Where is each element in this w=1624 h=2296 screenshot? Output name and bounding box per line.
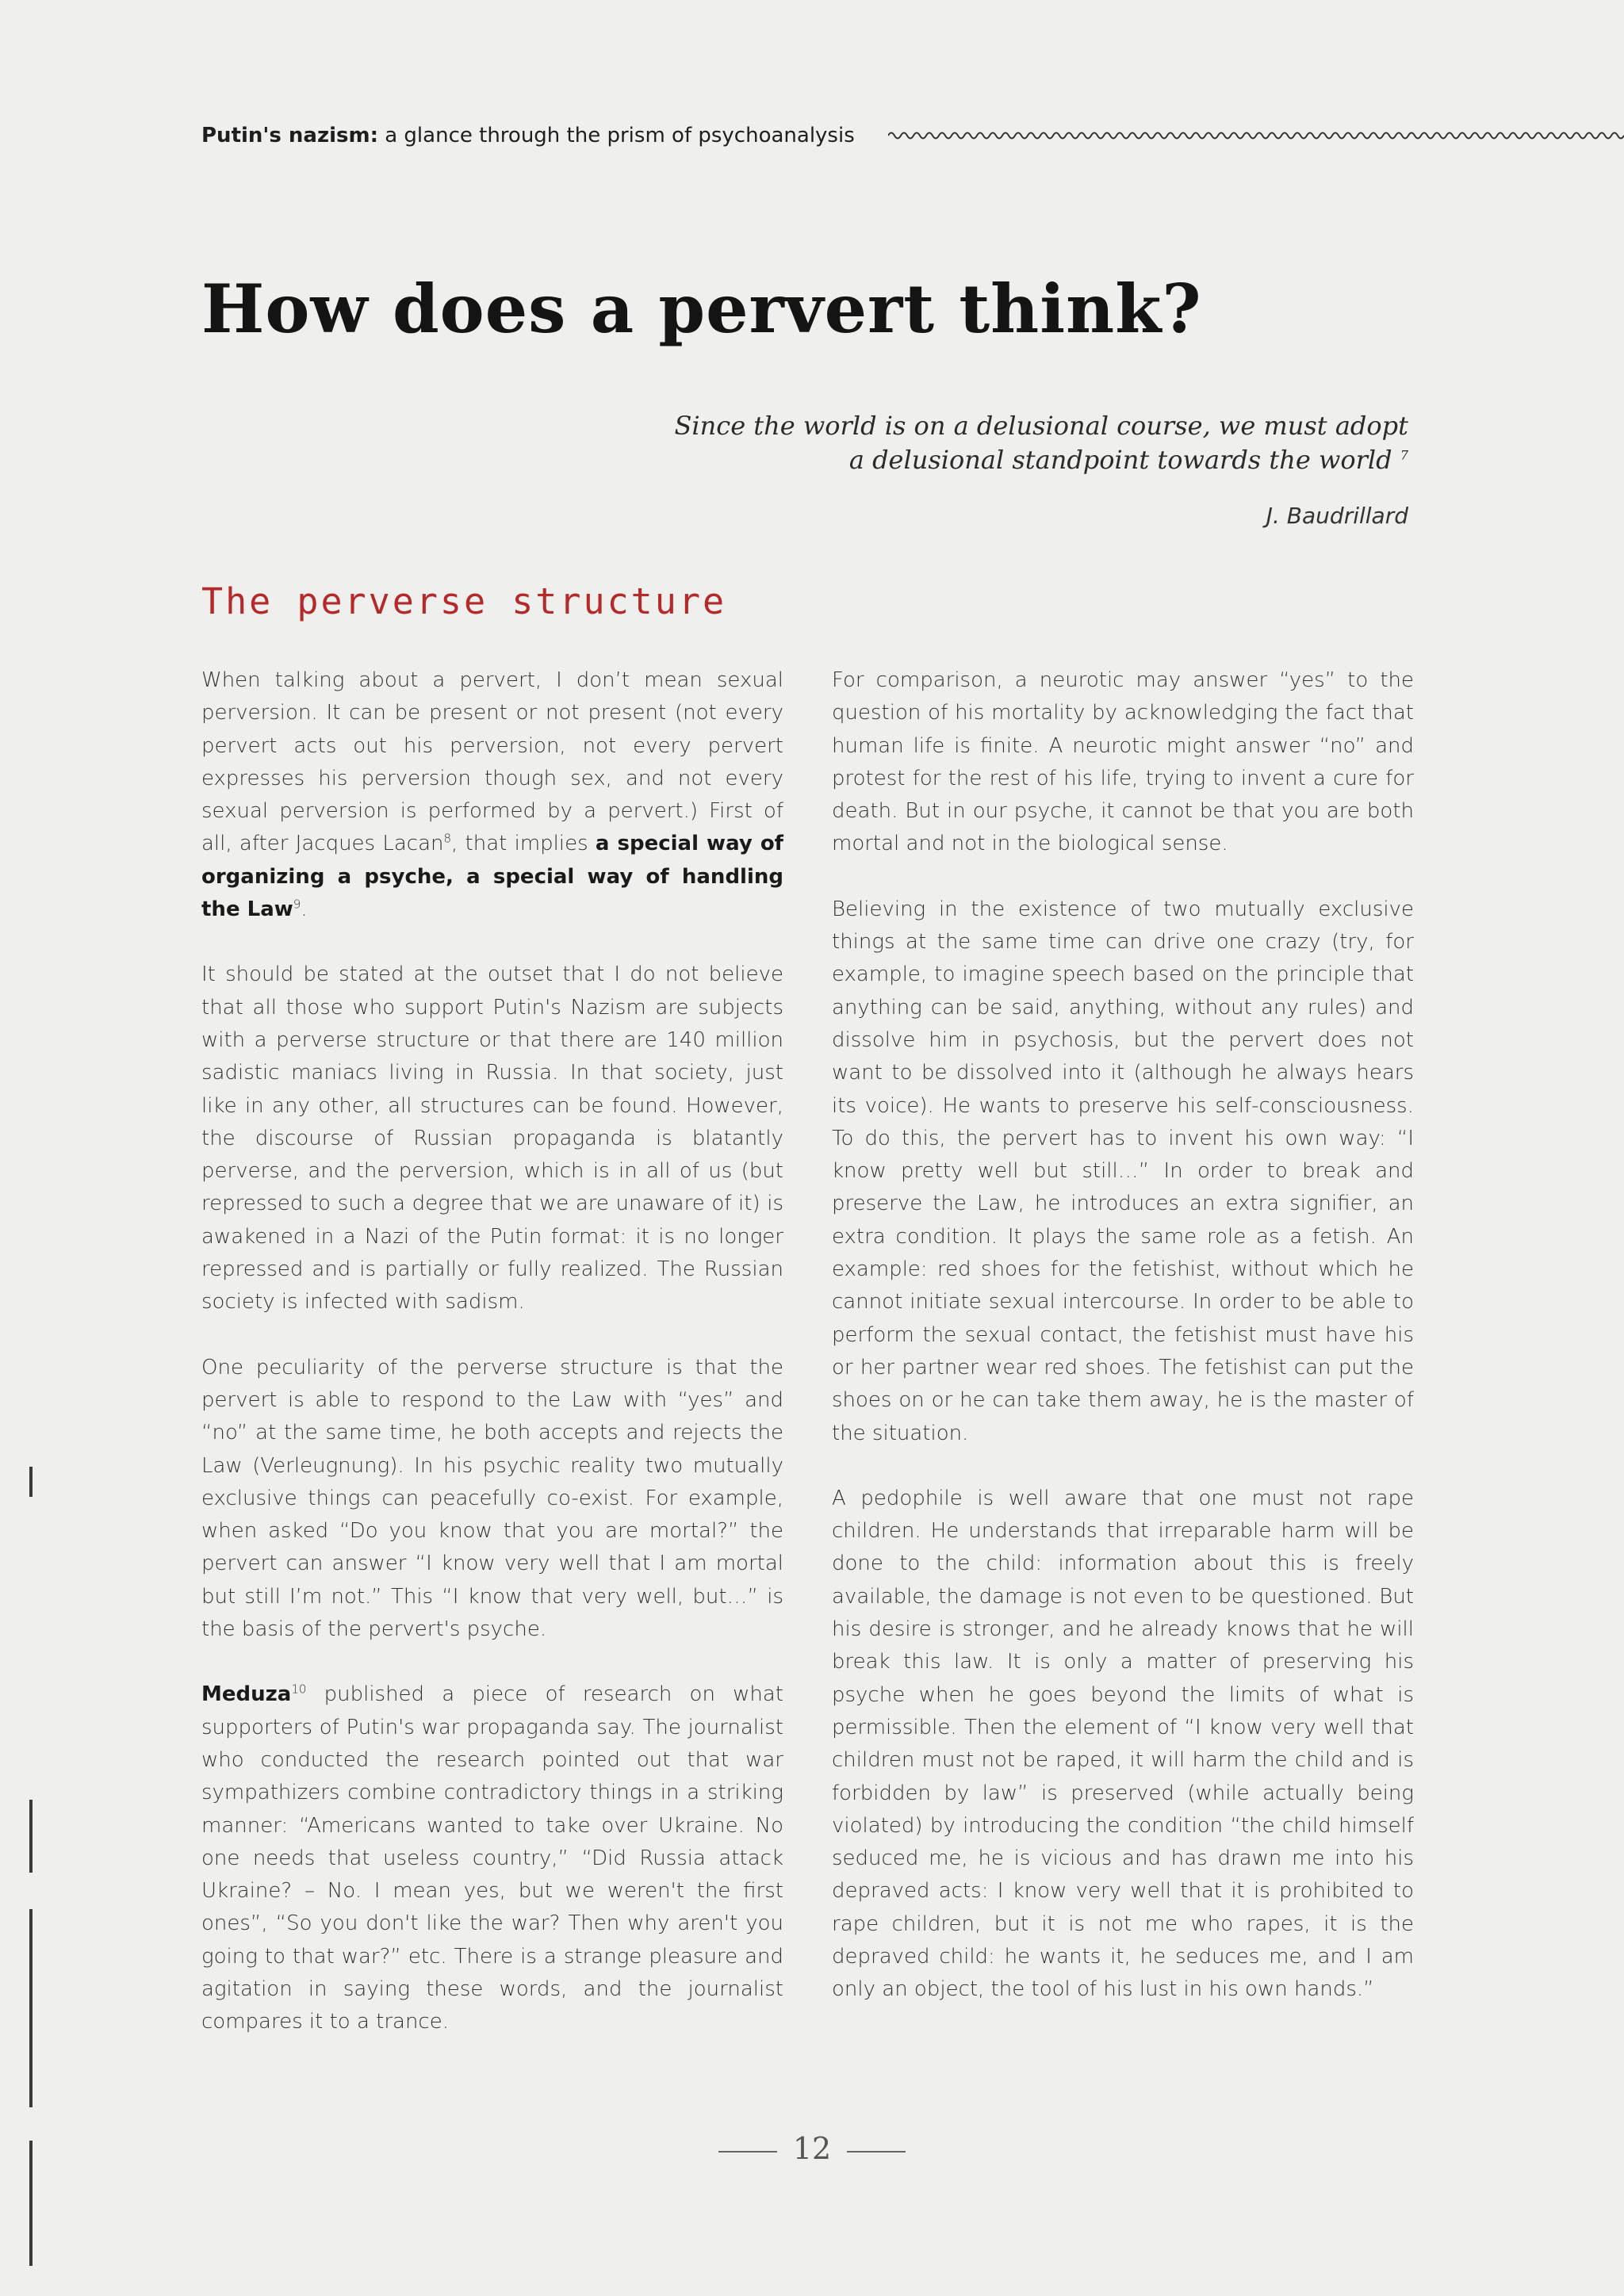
running-header [201,124,855,147]
paragraph: One peculiarity of the perverse structure is that the pervert is able to respond to the Law with “yes” and “no” at the same time, he both accepts and rejects the Law (Verleugnung). In his psychic reality two mutually exclusive things can peacefully co-exist. For example, when asked “Do you know that you are mortal?” the pervert can answer “I know very well that I am mortal but still I’m not.” This “I know that very well, but…” is the basis of the pervert's psyche. [201,1355,783,1642]
running-header-bold: Putin's nazism: [201,124,378,147]
page-number-rule [847,2151,906,2152]
paragraph: For comparison, a neurotic may answer “yes” to the question of his mortality by acknowledging the fact that human life is finite. A neurotic might answer “no” and protest for the rest of his life, trying to invent a cure for death. But in our psyche, it cannot be that you are both mortal and not in the biological sense. [832,668,1414,856]
page-number-value: 12 [792,2131,832,2166]
epigraph-author: J. Baudrillard [1266,503,1408,529]
paragraph: A pedophile is well aware that one must not rape children. He understands that irreparable harm will be done to the child: information about this is freely available, the damage is not even to be questioned. But his desire is stronger, and he already knows that he will break this law. It is only a matter of preserving his psyche when he goes beyond the limits of what is permissible. Then the element of “I know very well that children must not be raped, it will harm the child and is forbidden by law” is preserved (while actually being violated) by introducing the condition “the child himself seduced me, he is vicious and has drawn me into his depraved acts: I know very well that it is prohibited to rape children, but it is not me who rapes, it is the depraved child: he wants it, he seduces me, and I am only an object, the tool of his lust in his own hands.” [832,1486,1414,2002]
wave-rule [888,127,1624,144]
paragraph: Meduza$^{10}$ published a piece of research on what supporters of Putin's war propaganda say. The journalist who conducted the research pointed out that war sympathizers combine contradictory things in a striking manner: “Americans wanted to take over Ukraine. No one needs that useless country,” “Did Russia attack Ukraine? – No. I mean yes, but we weren't the first ones”, “So you don't like the war? Then why aren't you going to that war?” etc. There is a strange pleasure and agitation in saying these words, and the journalist compares it to a trance. [201,1682,783,2034]
paragraph: It should be stated at the outset that I do not believe that all those who support Putin's Nazism are subjects with a perverse structure or that there are 140 million sadistic maniacs living in Russia. In that society, just like in any other, all structures can be found. However, the discourse of Russian propaganda is blatantly perverse, and the perversion, which is in all of us (but repressed to such a degree that we are unaware of it) is awakened in a Nazi of the Putin format: it is no longer repressed and is partially or fully realized. The Russian society is infected with sadism. [201,962,783,1314]
page-number-rule [718,2151,777,2152]
page-number [0,2131,1624,2166]
page-title: How does a pervert think? [201,270,1202,348]
margin-bar [29,1909,33,2107]
epigraph-line-2: a delusional standpoint towards the world [848,445,1392,475]
epigraph [615,409,1408,477]
left-column [201,664,783,2072]
emphasis: a special way of organizing a psyche, a special way of handling the Law [201,832,783,922]
running-header-rest: a glance through the prism of psychoanalysis [377,124,855,147]
emphasis: Meduza [201,1682,292,1707]
paragraph: When talking about a pervert, I don’t mean sexual perversion. It can be present or not present (not every pervert acts out his perversion, not every pervert expresses his perversion though sex, and not every sexual perversion is performed by a pervert.) First of all, after Jacques Lacan$^8$, that implies a special way of organizing a psyche, a special way of handling the Law$^9$. [201,668,783,922]
epigraph-line-1: Since the world is on a delusional course, we must adopt [674,411,1408,441]
epigraph-footnote-ref: 7 [1400,447,1408,463]
right-column [832,664,1414,2039]
footnote-ref: 9 [293,897,301,912]
footnote-ref: 10 [291,1682,307,1697]
margin-bar [29,1800,33,1873]
margin-bar [29,1467,33,1497]
section-title: The perverse structure [201,580,727,622]
footnote-ref: 8 [443,831,452,846]
paragraph: Believing in the existence of two mutually exclusive things at the same time can drive one crazy (try, for example, to imagine speech based on the principle that anything can be said, anything, without any rules) and dissolve him in psychosis, but the pervert does not want to be dissolved into it (although he always hears its voice). He wants to preserve his self-consciousness. To do this, the pervert has to invent his own way: “I know pretty well but still…” In order to break and preserve the Law, he introduces an extra signifier, an extra condition. It plays the same role as a fetish. An example: red shoes for the fetishist, without which he cannot initiate sexual intercourse. In order to be able to perform the sexual contact, the fetishist must have his or her partner wear red shoes. The fetishist can put the shoes on or he can take them away, he is the master of the situation. [832,897,1414,1445]
